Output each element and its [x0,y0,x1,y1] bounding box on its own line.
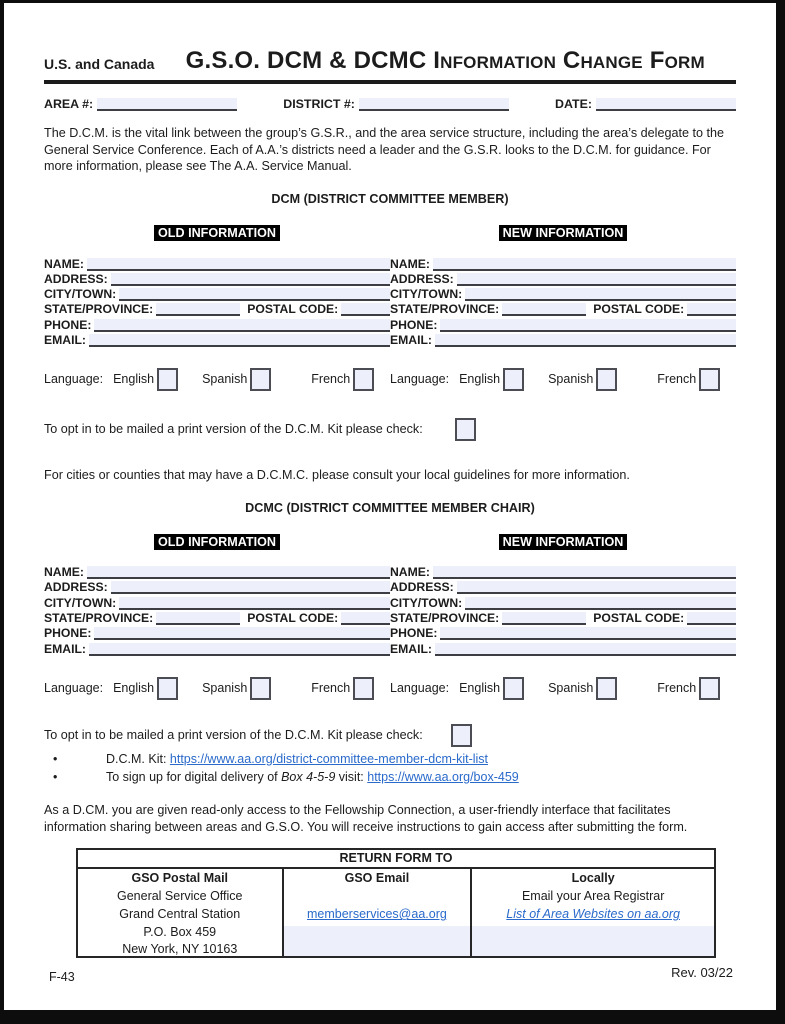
dcm-old-postal-input[interactable] [341,303,390,316]
memberservices-email-link[interactable]: memberservices@aa.org [307,907,447,922]
dcm-old-english-checkbox[interactable] [157,368,178,391]
state-label: STATE/PROVINCE: [44,302,154,317]
phone-label: PHONE: [390,317,438,332]
dcmc-new-column [390,564,736,656]
spacer [284,888,471,906]
name-label: NAME: [44,256,84,271]
address-label: ADDRESS: [44,271,108,286]
email-label: EMAIL: [44,641,86,656]
area-group [44,97,237,111]
dcm-new-address-input[interactable] [457,273,736,286]
dcm-new-french-checkbox[interactable] [699,368,720,391]
locally-line: Email your Area Registrar [521,889,665,904]
dcm-new-spanish-checkbox[interactable] [596,368,617,391]
dcm-new-column [390,255,736,347]
dcm-info-headers [44,224,736,242]
dcm-old-city-input[interactable] [119,288,390,301]
language-label: Language: [44,681,104,695]
dcm-new-name-input[interactable] [433,258,736,271]
french-label: French [311,681,351,695]
dcm-old-email-input[interactable] [89,334,390,347]
dcmc-optin-row [44,724,736,747]
dcmc-optin-checkbox[interactable] [451,724,472,747]
form-page [4,3,776,1010]
state-label: STATE/PROVINCE: [390,302,500,317]
language-label: Language: [390,372,450,387]
dcm-old-address-input[interactable] [111,273,390,286]
dcm-new-state-input[interactable] [502,303,586,316]
dcmc-fields [44,564,736,656]
dcmc-new-name-input[interactable] [433,566,736,579]
dcmc-note: For cities or counties that may have a D.C.M.C. please consult your local guidelines for more information. [44,467,630,482]
postal-label: POSTAL CODE: [247,610,339,625]
page-title-main: G.S.O. DCM & DCMC [185,47,427,74]
phone-label: PHONE: [44,317,92,332]
cell-highlight [284,926,471,957]
area-input[interactable] [97,98,237,111]
locally-cell [472,869,714,956]
spanish-label: Spanish [548,372,594,387]
dcm-new-language-row [390,368,736,391]
dcmc-new-postal-input[interactable] [687,612,736,625]
intro-paragraph: The D.C.M. is the vital link between the group’s G.S.R., and the area service structure, including the area’s delegate to the General Service Conference. Each of A.A.’s districts need a leader and the G.S.R. looks to the D.C.M. for guidance. For more information, please see The A.A. Service Manual. [44,126,724,174]
dcmc-old-language-row [44,677,390,700]
dcm-new-english-checkbox[interactable] [503,368,524,391]
postal-label: POSTAL CODE: [593,302,685,317]
state-label: STATE/PROVINCE: [390,610,500,625]
dcmc-section-heading: DCMC (DISTRICT COMMITTEE MEMBER CHAIR) [245,500,535,515]
dcm-old-column [44,255,390,347]
box459-link[interactable]: https://www.aa.org/box-459 [367,770,519,785]
email-label: EMAIL: [390,332,432,347]
postal-line: P.O. Box 459 [143,924,217,939]
bullet-icon: • [53,770,58,785]
kit-bullet-text [106,750,488,769]
dcmc-old-info-header: OLD INFORMATION [154,534,280,550]
return-form-table [76,848,716,958]
address-label: ADDRESS: [44,580,108,595]
dcm-optin-row [44,418,736,441]
dcmc-language-rows [44,656,736,700]
box459-mid: visit: [335,770,368,785]
dcm-kit-link[interactable]: https://www.aa.org/district-committee-member-dcm-kit-list [169,751,489,766]
language-label: Language: [390,681,450,695]
gso-email-cell [282,869,473,956]
district-input[interactable] [359,98,509,111]
french-label: French [657,372,697,387]
dcm-old-spanish-checkbox[interactable] [250,368,271,391]
district-label: DISTRICT #: [283,97,355,111]
french-label: French [657,681,697,695]
meta-row [44,97,736,111]
revision-label: Rev. 03/22 [671,965,733,980]
dcmc-new-info-header: NEW INFORMATION [499,534,628,550]
dcm-new-city-input[interactable] [465,288,736,301]
dcmc-optin-text: To opt in to be mailed a print version of the D.C.M. Kit please check: [44,728,423,742]
dcmc-old-email-input[interactable] [89,643,390,656]
address-label: ADDRESS: [390,580,454,595]
header-divider [44,80,736,84]
postal-mail-cell [78,869,282,956]
dcm-new-postal-input[interactable] [687,303,736,316]
dcm-old-phone-input[interactable] [94,319,390,332]
spanish-label: Spanish [202,681,248,695]
region-label: U.S. and Canada [44,56,155,72]
dcm-section-heading: DCM (DISTRICT COMMITTEE MEMBER) [271,192,509,207]
email-label: EMAIL: [44,332,86,347]
kit-bullet [44,750,736,769]
english-label: English [113,681,155,695]
dcmc-old-name-input[interactable] [87,566,390,579]
dcmc-new-city-input[interactable] [465,597,736,610]
box459-bullet [44,768,736,787]
postal-label: POSTAL CODE: [247,302,339,317]
box459-title: Box 4-5-9 [281,770,336,785]
postal-line: New York, NY 10163 [122,942,238,957]
dcmc-new-phone-input[interactable] [440,627,736,640]
dcmc-new-spanish-checkbox[interactable] [596,677,617,700]
kit-label: D.C.M. Kit: [106,751,170,766]
dcmc-old-postal-input[interactable] [341,612,390,625]
state-label: STATE/PROVINCE: [44,610,154,625]
email-label: EMAIL: [390,641,432,656]
dcmc-old-english-checkbox[interactable] [157,677,178,700]
area-label: AREA #: [44,97,94,111]
dcm-fields [44,255,736,347]
dcmc-new-english-checkbox[interactable] [503,677,524,700]
phone-label: PHONE: [390,626,438,641]
name-label: NAME: [390,256,430,271]
page-title [154,47,736,75]
city-label: CITY/TOWN: [44,287,117,302]
spanish-label: Spanish [548,681,594,695]
dcmc-new-address-input[interactable] [457,581,736,594]
date-input[interactable] [596,98,736,111]
dcmc-new-language-row [390,677,736,700]
spanish-label: Spanish [202,372,248,387]
gso-email-header: GSO Email [344,871,410,886]
language-label: Language: [44,372,104,387]
dcmc-new-email-input[interactable] [435,643,736,656]
postal-line: General Service Office [116,889,243,904]
date-label: DATE: [555,97,592,111]
dcm-new-info-header: NEW INFORMATION [499,225,628,241]
dcm-old-language-row [44,368,390,391]
name-label: NAME: [390,565,430,580]
name-label: NAME: [44,565,84,580]
dcmc-new-french-checkbox[interactable] [699,677,720,700]
english-label: English [113,372,155,387]
dcmc-old-phone-input[interactable] [94,627,390,640]
bullet-icon: • [53,751,58,766]
dcm-optin-checkbox[interactable] [455,418,476,441]
dcmc-old-address-input[interactable] [111,581,390,594]
english-label: English [459,681,501,695]
area-websites-link[interactable]: List of Area Websites on aa.org [506,906,680,921]
box459-bullet-text [106,768,519,787]
dcmc-new-state-input[interactable] [502,612,586,625]
postal-mail-header: GSO Postal Mail [131,871,229,886]
dcm-old-french-checkbox[interactable] [353,368,374,391]
cell-highlight [472,926,714,957]
form-header [44,47,736,75]
phone-label: PHONE: [44,626,92,641]
address-label: ADDRESS: [390,271,454,286]
postal-line: Grand Central Station [119,906,241,921]
french-label: French [311,372,351,387]
dcmc-old-state-input[interactable] [156,612,240,625]
dcmc-old-column [44,564,390,656]
box459-prefix: To sign up for digital delivery of [106,770,282,785]
locally-header: Locally [571,871,615,886]
city-label: CITY/TOWN: [390,287,463,302]
fellowship-note: As a D.CM. you are given read-only access to the Fellowship Connection, a user-friendly interface that facilitates information sharing between areas and G.S.O. You will receive instructions to gain access after submitting the form. [44,803,688,834]
page-footer [44,965,736,1010]
english-label: English [459,372,501,387]
dcmc-old-city-input[interactable] [119,597,390,610]
dcm-old-name-input[interactable] [87,258,390,271]
district-group [283,97,509,111]
date-group [555,97,736,111]
dcmc-old-french-checkbox[interactable] [353,677,374,700]
dcm-new-phone-input[interactable] [440,319,736,332]
dcmc-info-headers [44,533,736,551]
dcm-optin-text: To opt in to be mailed a print version of the D.C.M. Kit please check: [44,422,423,437]
dcmc-old-spanish-checkbox[interactable] [250,677,271,700]
form-number: F-43 [49,970,75,984]
postal-label: POSTAL CODE: [593,610,685,625]
dcm-old-info-header: OLD INFORMATION [154,225,280,241]
city-label: CITY/TOWN: [44,595,117,610]
city-label: CITY/TOWN: [390,595,463,610]
dcm-language-rows [44,347,736,391]
page-title-rest: Information Change Form [433,47,705,74]
return-table-title: RETURN FORM TO [78,850,714,869]
dcm-old-state-input[interactable] [156,303,240,316]
dcm-new-email-input[interactable] [435,334,736,347]
